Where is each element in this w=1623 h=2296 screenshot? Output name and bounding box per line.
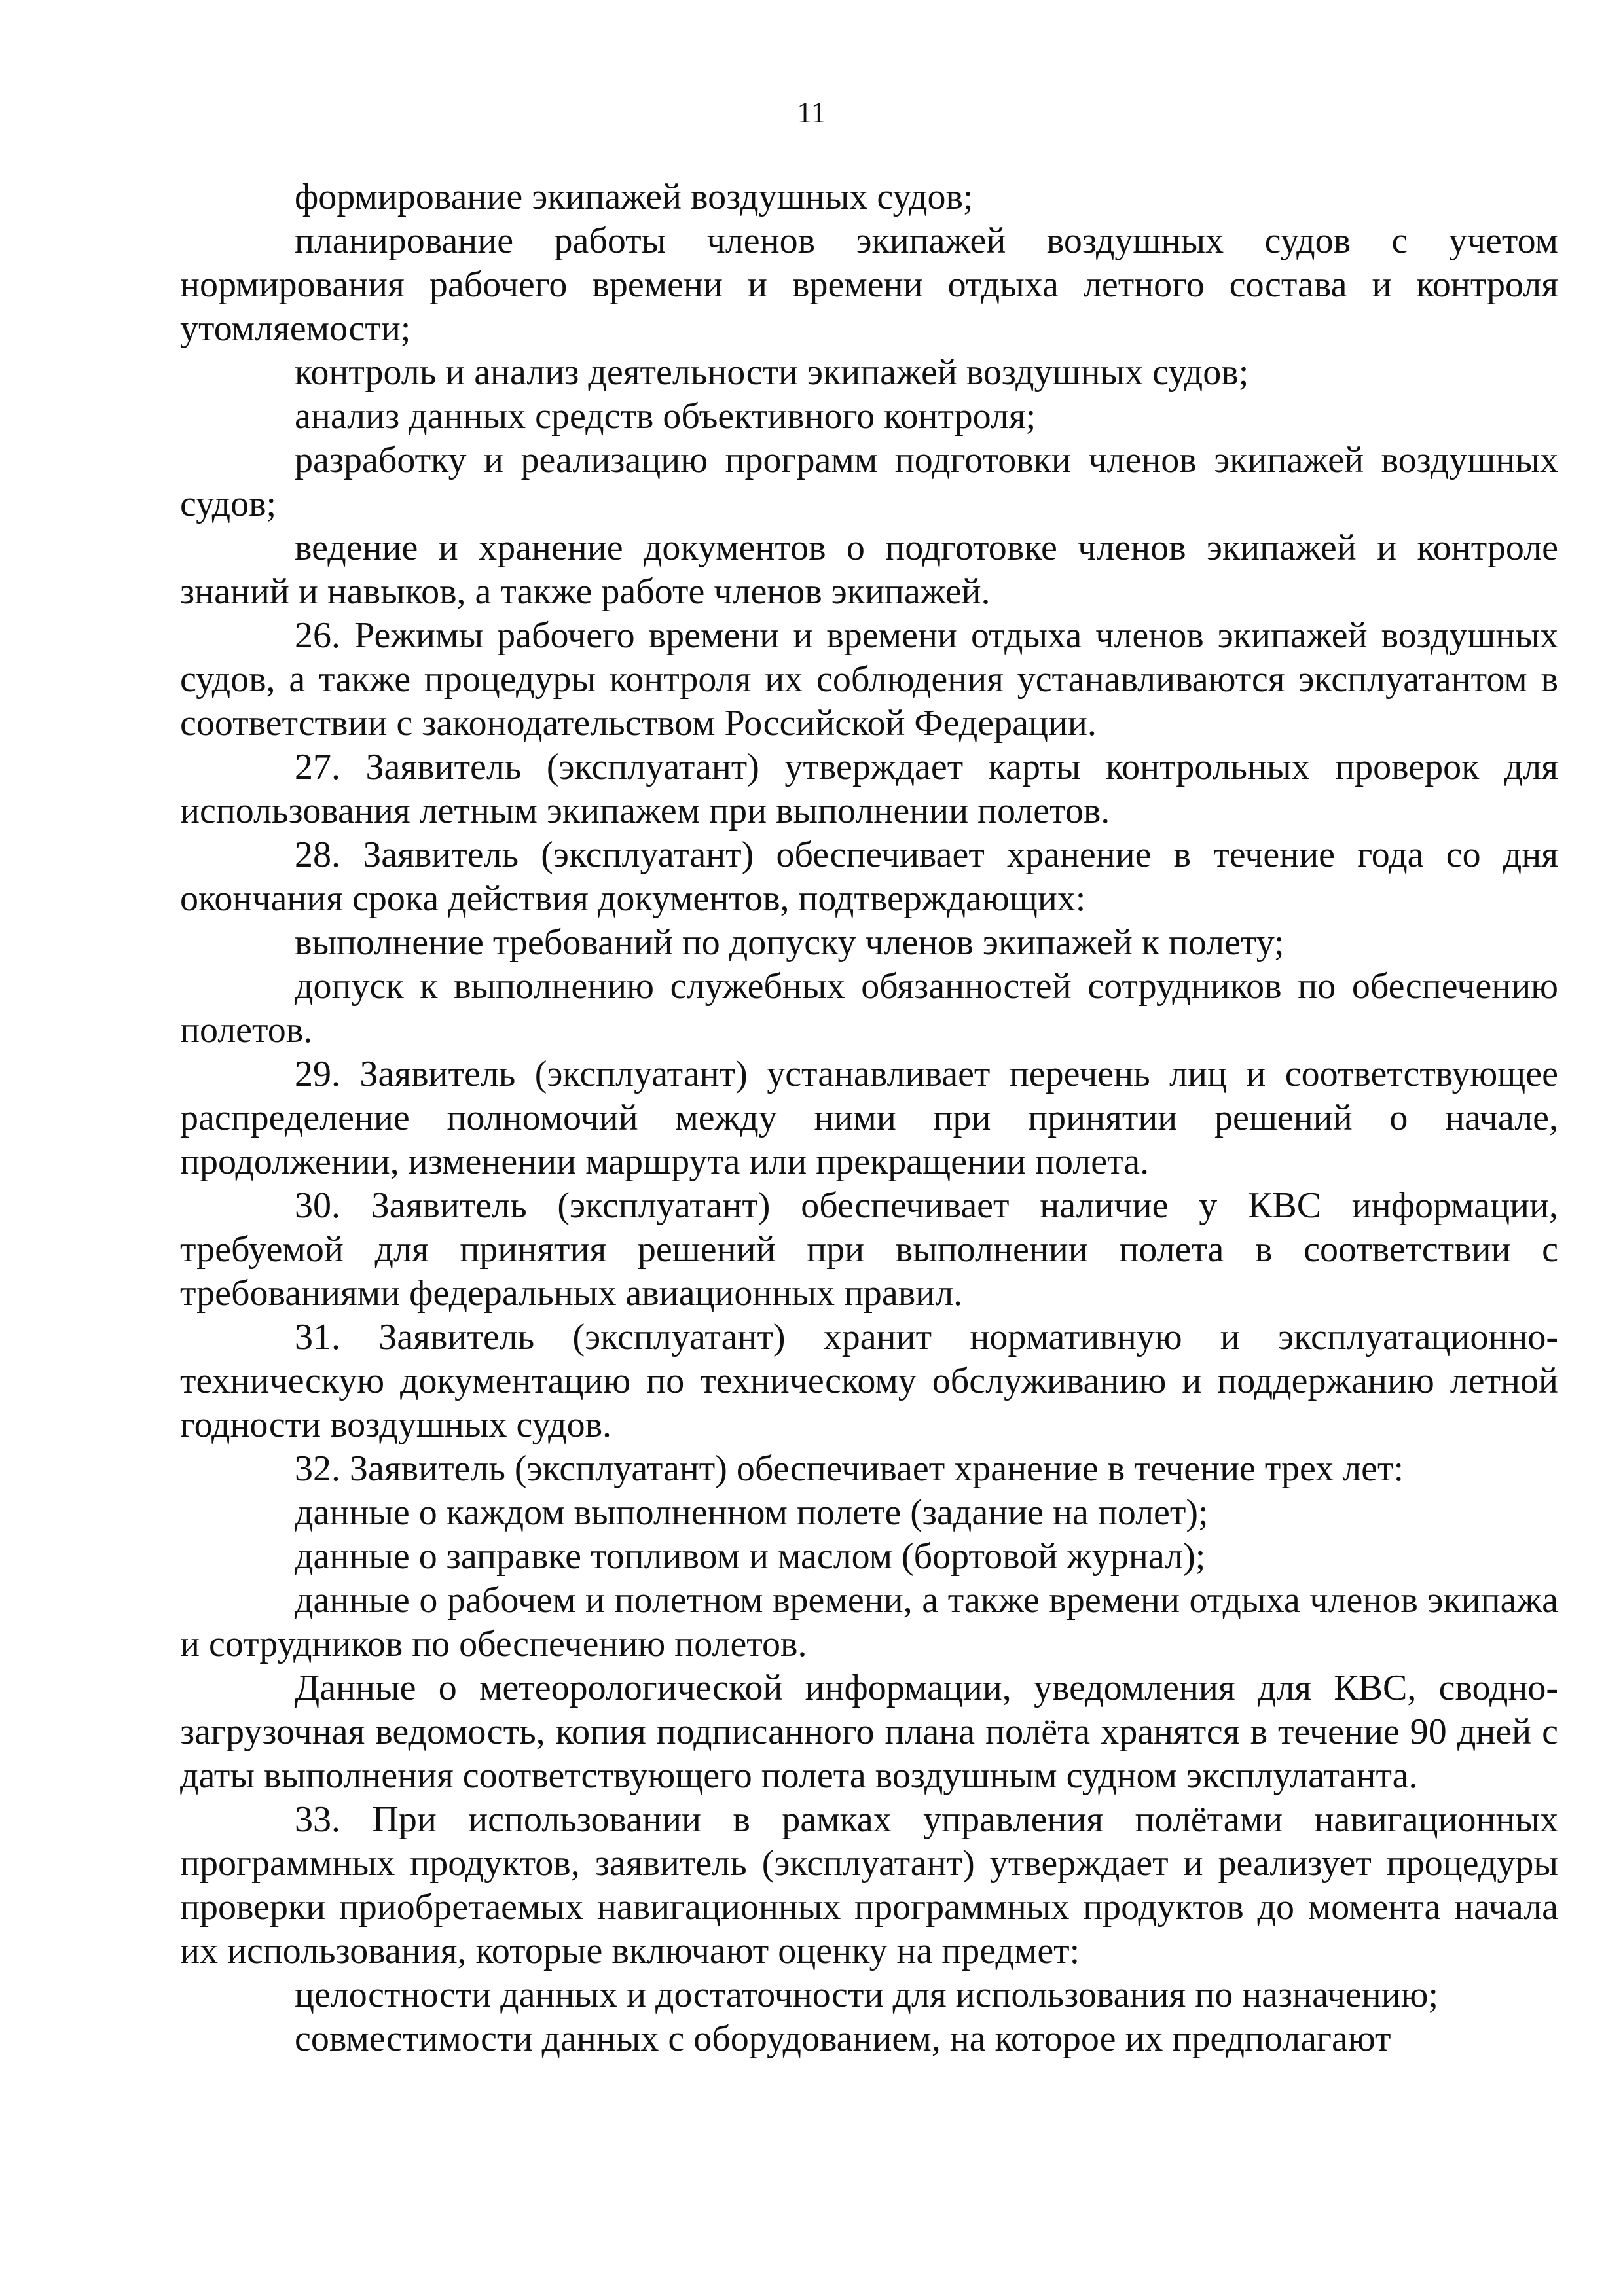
paragraph: данные о каждом выполненном полете (задание на полет);: [295, 1492, 1209, 1533]
paragraph: планирование работы членов экипажей воздушных судов с учетом нормирования рабочего времени и времени отдыха летного состава и контроля утомляемости;: [180, 221, 1558, 349]
paragraph-item-27: 27. Заявитель (эксплуатант) утверждает карты контрольных проверок для использования летным экипажем при выполнении полетов.: [180, 747, 1558, 831]
paragraph: данные о рабочем и полетном времени, а также времени отдыха членов экипажа и сотрудников по обеспечению полетов.: [180, 1580, 1558, 1664]
paragraph: допуск к выполнению служебных обязанностей сотрудников по обеспечению полетов.: [180, 966, 1558, 1050]
paragraph-item-26: 26. Режимы рабочего времени и времени отдыха членов экипажей воздушных судов, а также процедуры контроля их соблюдения устанавливаются эксплуатантом в соответствии с законодательством Российской Федерации.: [180, 615, 1558, 744]
page-number: 11: [797, 96, 826, 129]
paragraph-item-32: 32. Заявитель (эксплуатант) обеспечивает хранение в течение трех лет:: [295, 1448, 1404, 1489]
paragraph: совместимости данных с оборудованием, на которое их предполагают: [295, 2018, 1391, 2059]
paragraph: разработку и реализацию программ подготовки членов экипажей воздушных судов;: [180, 440, 1558, 524]
document-body: [180, 175, 1558, 2061]
paragraph: выполнение требований по допуску членов экипажей к полету;: [295, 922, 1285, 963]
paragraph: целостности данных и достаточности для использования по назначению;: [295, 1975, 1439, 2015]
paragraph: ведение и хранение документов о подготовке членов экипажей и контроле знаний и навыков, а также работе членов экипажей.: [180, 528, 1558, 612]
paragraph: формирование экипажей воздушных судов;: [295, 177, 974, 217]
paragraph: Данные о метеорологической информации, уведомления для КВС, сводно-загрузочная ведомость, копия подписанного плана полёта хранятся в течение 90 дней с даты выполнения соответствующего полета воздушным судном эксплулатанта.: [180, 1668, 1558, 1796]
paragraph-item-28: 28. Заявитель (эксплуатант) обеспечивает хранение в течение года со дня окончания срока действия документов, подтверждающих:: [180, 834, 1558, 919]
paragraph-item-30: 30. Заявитель (эксплуатант) обеспечивает наличие у КВС информации, требуемой для принятия решений при выполнении полета в соответствии с требованиями федеральных авиационных правил.: [180, 1185, 1558, 1314]
paragraph: контроль и анализ деятельности экипажей воздушных судов;: [295, 352, 1249, 393]
paragraph-item-29: 29. Заявитель (эксплуатант) устанавливает перечень лиц и соответствующее распределение полномочий между ними при принятии решений о начале, продолжении, изменении маршрута или прекращении полета.: [180, 1054, 1558, 1182]
paragraph-item-33: 33. При использовании в рамках управления полётами навигационных программных продуктов, заявитель (эксплуатант) утверждает и реализует процедуры проверки приобретаемых навигационных программных продуктов до момента начала их использования, которые включают оценку на предмет:: [180, 1799, 1558, 1971]
paragraph: анализ данных средств объективного контроля;: [295, 396, 1036, 437]
paragraph: данные о заправке топливом и маслом (бортовой журнал);: [295, 1536, 1206, 1577]
paragraph-item-31: 31. Заявитель (эксплуатант) хранит нормативную и эксплуатационно-техническую документацию по техническому обслуживанию и поддержанию летной годности воздушных судов.: [180, 1317, 1558, 1445]
